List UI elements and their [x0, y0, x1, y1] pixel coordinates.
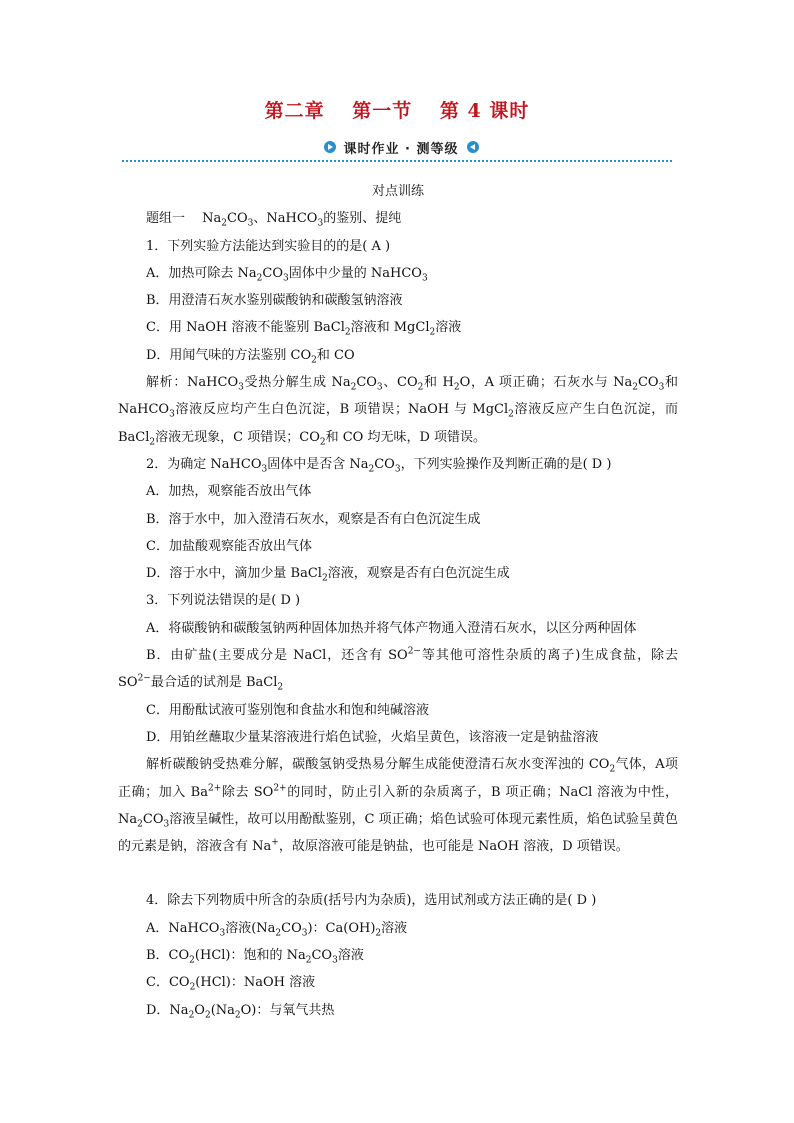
question-3-analysis: 解析碳酸钠受热难分解，碳酸氢钠受热易分解生成能使澄清石灰水变浑浊的 $CO_2$气体，A项正确；加入 $Ba^{2+}$除去 $SO^{2+}$的同时，防止引入新的杂质离子，B 项正确；NaCl 溶液为中性，$Na_2CO_3$溶液呈碱性，故可以用酚酞鉴别，C 项正确；焰色试验可体现元素性质，焰色试验呈黄色的元素是钠，溶液含有 Na+，故原溶液可能是钠盐，也可能是 NaOH 溶液，D 项错误。 [118, 757, 678, 855]
banner-label: 课时作业 · 测等级 [343, 141, 459, 157]
section-label: 第一节 [352, 100, 413, 122]
question-2-option-a: A．加热，观察能否放出气体 [146, 484, 312, 500]
question-1-option-d: D．用闻气味的方法鉴别 $CO_2$和 CO [146, 347, 355, 366]
page-title [0, 96, 794, 123]
question-1-analysis: 解析：NaHCO$_3$受热分解生成 $Na_2CO_3$、$CO_2$和 $H_2O$，A 项正确；石灰水与 $Na_2CO_3$和 NaHCO$_3$溶液反应均产生白色沉淀，B 项错误；NaOH 与 MgCl$_2$溶液反应产生白色沉淀，而 BaCl$_2$溶液无现象，C 项错误；$CO_2$和 CO 均无味，D 项错误。 [118, 375, 678, 448]
question-1-option-a: A．加热可除去 $Na_2CO_3$固体中少量的 NaHCO$_3$ [146, 265, 428, 284]
section-title: 对点训练 [371, 184, 424, 199]
question-1-option-b: B．用澄清石灰水鉴别碳酸钠和碳酸氢钠溶液 [146, 293, 403, 309]
question-2-stem: 2．为确定 NaHCO$_3$固体中是否含 $Na_2CO_3$，下列实验操作及判断正确的是( D ) [146, 456, 612, 475]
question-2-option-d: D．溶于水中，滴加少量 BaCl$_2$溶液，观察是否有白色沉淀生成 [146, 566, 510, 584]
question-3-stem: 3．下列说法错误的是( D ) [146, 593, 301, 609]
question-4-option-a: A．NaHCO$_3$溶液$(Na_2CO_3)$：$Ca(OH)_2$溶液 [146, 920, 408, 939]
chevron-left-icon [467, 141, 479, 153]
question-3-option-b: B．由矿盐(主要成分是 NaCl，还含有 $SO^{2-}$等其他可溶性杂质的离子)生成食盐，除去 $SO^{2-}$最合适的试剂是 BaCl$_2$ [118, 646, 678, 693]
question-3-option-d: D．用铂丝蘸取少量某溶液进行焰色试验，火焰呈黄色，该溶液一定是钠盐溶液 [146, 729, 599, 745]
question-2-answer: D [591, 456, 603, 472]
question-3-option-c: C．用酚酞试液可鉴别饱和食盐水和饱和纯碱溶液 [146, 702, 429, 718]
question-4-option-c: C．$CO_2(HCl)$：NaOH 溶液 [146, 975, 316, 993]
dotted-divider [122, 160, 672, 162]
question-4-option-d: D．$Na_2O_2(Na_2O)$：与氧气共热 [146, 1002, 335, 1021]
question-3-option-a: A．将碳酸钠和碳酸氢钠两种固体加热并将气体产物通入澄清石灰水，以区分两种固体 [146, 620, 637, 636]
question-4-stem: 4．除去下列物质中所含的杂质(括号内为杂质)，选用试剂或方法正确的是( D ) [146, 893, 597, 909]
lesson-label: 第 4 课时 [439, 100, 530, 122]
document-body [118, 178, 678, 1024]
chevron-right-icon [324, 141, 336, 153]
group-heading: 题组一 $Na_2CO_3$、NaHCO$_3$的鉴别、提纯 [146, 211, 402, 229]
question-1-option-c: C．用 NaOH 溶液不能鉴别 BaCl$_2$溶液和 MgCl$_2$溶液 [146, 320, 462, 339]
question-2-option-b: B．溶于水中，加入澄清石灰水，观察是否有白色沉淀生成 [146, 511, 481, 527]
question-4-answer: D [576, 893, 588, 909]
question-4-option-b: B．$CO_2(HCl)$：饱和的 $Na_2CO_3$溶液 [146, 948, 364, 966]
question-1-stem: 1．下列实验方法能达到实验目的的是( A ) [146, 238, 391, 254]
question-1-answer: A [371, 238, 381, 254]
spacer [118, 860, 678, 887]
question-2-option-c: C．加盐酸观察能否放出气体 [146, 538, 312, 554]
homework-banner [307, 136, 495, 158]
question-3-answer: D [280, 593, 291, 609]
chapter-label: 第二章 [264, 100, 325, 122]
